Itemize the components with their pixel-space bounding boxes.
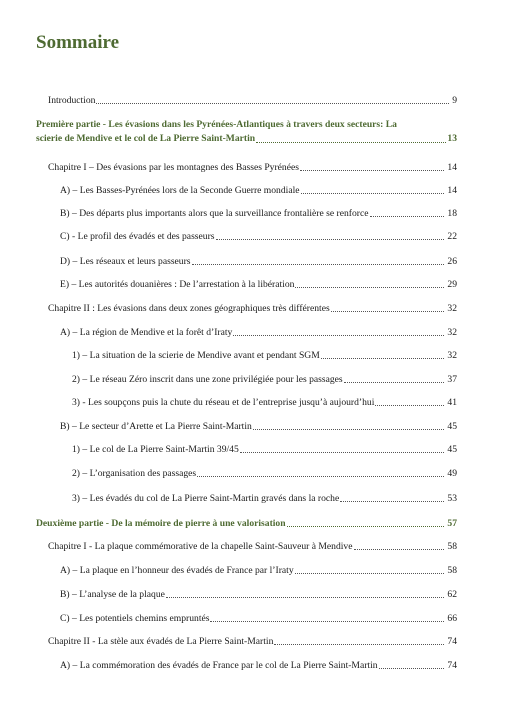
dot-leader: [321, 358, 445, 359]
toc-entry-section[interactable]: [60, 421, 457, 433]
toc-page-number: 45: [447, 421, 457, 432]
toc-page-number: 22: [447, 231, 457, 242]
toc-entry-label: Deuxième partie - De la mémoire de pierre à une valorisation: [36, 518, 286, 529]
dot-leader: [295, 287, 444, 288]
dot-leader: [375, 405, 444, 406]
toc-entry-label: 3) – Les évadés du col de La Pierre Saint-Martin gravés dans la roche: [72, 493, 340, 504]
toc-entry-label: 1) – Le col de La Pierre Saint-Martin 39/45: [72, 444, 239, 455]
toc-page-number: 18: [447, 208, 457, 219]
toc-entry-label: Introduction: [48, 95, 96, 106]
toc-page-number: 53: [447, 493, 457, 504]
toc-entry-label: Chapitre II - La stèle aux évadés de La Pierre Saint-Martin: [48, 636, 274, 647]
toc-entry-subsection[interactable]: [72, 374, 457, 386]
toc-entry-label: 1) – La situation de la scierie de Mendive avant et pendant SGM: [72, 350, 320, 361]
toc-page-number: 74: [447, 636, 457, 647]
toc-entry-section[interactable]: [60, 589, 457, 601]
toc-entry-label: A) – La région de Mendive et la forêt d’Iraty: [60, 327, 233, 338]
toc-entry-chapter[interactable]: [48, 541, 457, 553]
toc-page-number: 32: [447, 303, 457, 314]
dot-leader: [192, 264, 445, 265]
toc-entry-label: D) – Les réseaux et leurs passeurs: [60, 256, 191, 267]
dot-leader: [300, 170, 444, 171]
dot-leader: [344, 382, 445, 383]
toc-entry-introduction[interactable]: [48, 95, 457, 107]
toc-entry-label: A) – Les Basses-Pyrénées lors de la Seconde Guerre mondiale: [60, 185, 300, 196]
toc-page-number: 41: [447, 397, 457, 408]
toc-entry-label: 2) – L’organisation des passages: [72, 468, 197, 479]
toc-entry-label: A) – La commémoration des évadés de France par le col de La Pierre Saint-Martin: [60, 660, 378, 671]
toc-entry-section[interactable]: [60, 185, 457, 197]
dot-leader: [166, 597, 445, 598]
toc-page-number: 32: [447, 327, 457, 338]
toc-entry-label: Chapitre I - La plaque commémorative de la chapelle Saint-Sauveur à Mendive: [48, 541, 353, 552]
toc-page-number: 26: [447, 256, 457, 267]
dot-leader: [96, 103, 449, 104]
dot-leader: [301, 193, 445, 194]
toc-page-number: 58: [447, 565, 457, 576]
toc-entry-label: A) – La plaque en l’honneur des évadés de France par l’Iraty: [60, 565, 294, 576]
toc-entry-label: E) – Les autorités douanières : De l’arrestation à la libération: [60, 279, 295, 290]
toc-page-number: 14: [447, 162, 457, 173]
toc-entry-subsection[interactable]: [72, 397, 457, 409]
toc-entry-label: B) – L’analyse de la plaque: [60, 589, 165, 600]
toc-page-number: 9: [452, 95, 457, 106]
toc-entry-subsection[interactable]: [72, 444, 457, 456]
dot-leader: [340, 501, 444, 502]
toc-entry-section[interactable]: [60, 279, 457, 291]
toc-entry-label: Chapitre I – Des évasions par les montagnes des Basses Pyrénées: [48, 162, 299, 173]
part-title-line-2: scierie de Mendive et le col de La Pierre Saint-Martin: [36, 133, 256, 144]
dot-leader: [295, 573, 445, 574]
toc-page-number: 29: [447, 279, 457, 290]
toc-entry-label: B) – Des départs plus importants alors que la surveillance frontalière se renforce: [60, 208, 369, 219]
toc-entry-label: 2) – Le réseau Zéro inscrit dans une zone privilégiée pour les passages: [72, 374, 343, 385]
toc-page-number: 57: [447, 518, 457, 529]
dot-leader: [210, 621, 444, 622]
toc-page-number: 32: [447, 350, 457, 361]
toc-page-number: 13: [447, 133, 457, 144]
toc-entry-section[interactable]: [60, 256, 457, 268]
toc-entry-section[interactable]: [60, 327, 457, 339]
toc-part-1[interactable]: [36, 118, 457, 146]
dot-leader: [370, 216, 445, 217]
dot-leader: [331, 311, 445, 312]
toc-page-number: 62: [447, 589, 457, 600]
toc-page-number: 49: [447, 468, 457, 479]
toc-entry-label: C) - Le profil des évadés et des passeurs: [60, 231, 215, 242]
toc-page-number: 58: [447, 541, 457, 552]
toc-entry-section[interactable]: [60, 565, 457, 577]
toc-part-2[interactable]: [36, 518, 457, 530]
toc-entry-section[interactable]: [60, 660, 457, 672]
dot-leader: [256, 142, 446, 143]
dot-leader: [240, 452, 445, 453]
toc-page-number: 74: [447, 660, 457, 671]
toc-entry-label: 3) - Les soupçons puis la chute du réseau et de l’entreprise jusqu’à aujourd’hui: [72, 397, 375, 408]
toc-page-number: 37: [447, 374, 457, 385]
page-title: Sommaire: [36, 32, 120, 53]
dot-leader: [287, 526, 445, 527]
toc-entry-chapter[interactable]: [48, 162, 457, 174]
toc-entry-subsection[interactable]: [72, 493, 457, 505]
toc-entry-chapter[interactable]: [48, 303, 457, 315]
dot-leader: [216, 239, 445, 240]
toc-entry-chapter[interactable]: [48, 636, 457, 648]
dot-leader: [354, 549, 445, 550]
toc-page-number: 66: [447, 613, 457, 624]
dot-leader: [253, 429, 445, 430]
toc-entry-section[interactable]: [60, 613, 457, 625]
toc-entry-subsection[interactable]: [72, 350, 457, 362]
toc-entry-section[interactable]: [60, 208, 457, 220]
dot-leader: [233, 335, 444, 336]
toc-entry-label: B) – Le secteur d’Arette et La Pierre Saint-Martin: [60, 421, 252, 432]
dot-leader: [274, 644, 444, 645]
toc-entry-section[interactable]: [60, 231, 457, 243]
toc-entry-subsection[interactable]: [72, 468, 457, 480]
part-title-line-1: Première partie - Les évasions dans les Pyrénées-Atlantiques à travers deux secteurs: La: [36, 119, 397, 130]
toc-page-number: 45: [447, 444, 457, 455]
toc-page-number: 14: [447, 185, 457, 196]
toc-entry-label: C) – Les potentiels chemins empruntés: [60, 613, 210, 624]
dot-leader: [379, 668, 445, 669]
toc-entry-label: Chapitre II : Les évasions dans deux zones géographiques très différentes: [48, 303, 330, 314]
dot-leader: [197, 476, 444, 477]
